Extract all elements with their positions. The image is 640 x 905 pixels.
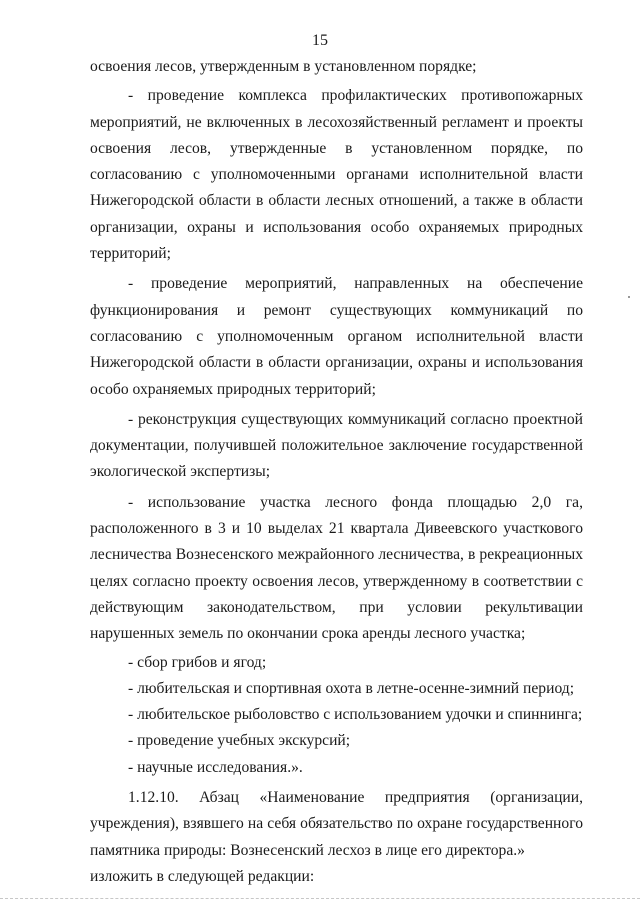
paragraph-clause-1-12-10: 1.12.10. Абзац «Наименование предприятия (организации, учреждения), взявшего на себя обязательство по охране государственного памятника природы: Вознесенский лесхоз в лице его директора.» — [90, 789, 583, 859]
paragraph-3: - проведение мероприятий, направленных на обеспечение функционирования и ремонт существующих коммуникаций по согласованию с уполномоченным органом исполнительной власти Нижегородской области в области организации, охраны и использования особо охраняемых природных территорий; — [90, 275, 583, 398]
scan-bottom-edge — [0, 897, 640, 899]
paragraph-4: - реконструкция существующих коммуникаций согласно проектной документации, получившей положительное заключение государственной экологической экспертизы; — [90, 410, 583, 481]
paragraph-2: - проведение комплекса профилактических противопожарных мероприятий, не включенных в лесохозяйственный регламент и проекты освоения лесов, утвержденные в установленном порядке, по согласованию с уполномоченными органами исполнительной власти Нижегородской области в области лесных отношений, а также в области организации, охраны и использования особо охраняемых природных территорий; — [90, 87, 583, 263]
page-number: 15 — [312, 32, 328, 49]
list-item-fishing: - любительское рыболовство с использованием удочки и спиннинга; — [128, 706, 583, 724]
document-body — [90, 54, 583, 890]
scan-artifact — [628, 296, 630, 298]
list-item-research: - научные исследования.». — [128, 758, 303, 776]
list-item-hunting: - любительская и спортивная охота в летне-осенне-зимний период; — [128, 679, 575, 697]
paragraph-5: - использование участка лесного фонда площадью 2,0 га, расположенного в 3 и 10 выделах 21 квартала Дивеевского участкового лесничества Вознесенского межрайонного лесничества, в рекреационных целях согласно проекту освоения лесов, утвержденному в соответствии с действующим законодательством, при условии рекультивации нарушенных земель по окончании срока аренды лесного участка; — [90, 493, 583, 643]
paragraph-final: изложить в следующей редакции: — [90, 867, 315, 885]
paragraph-1: освоения лесов, утвержденным в установленном порядке; — [90, 58, 477, 75]
list-item-excursions: - проведение учебных экскурсий; — [128, 732, 351, 750]
list-item-mushrooms: - сбор грибов и ягод; — [128, 653, 267, 671]
